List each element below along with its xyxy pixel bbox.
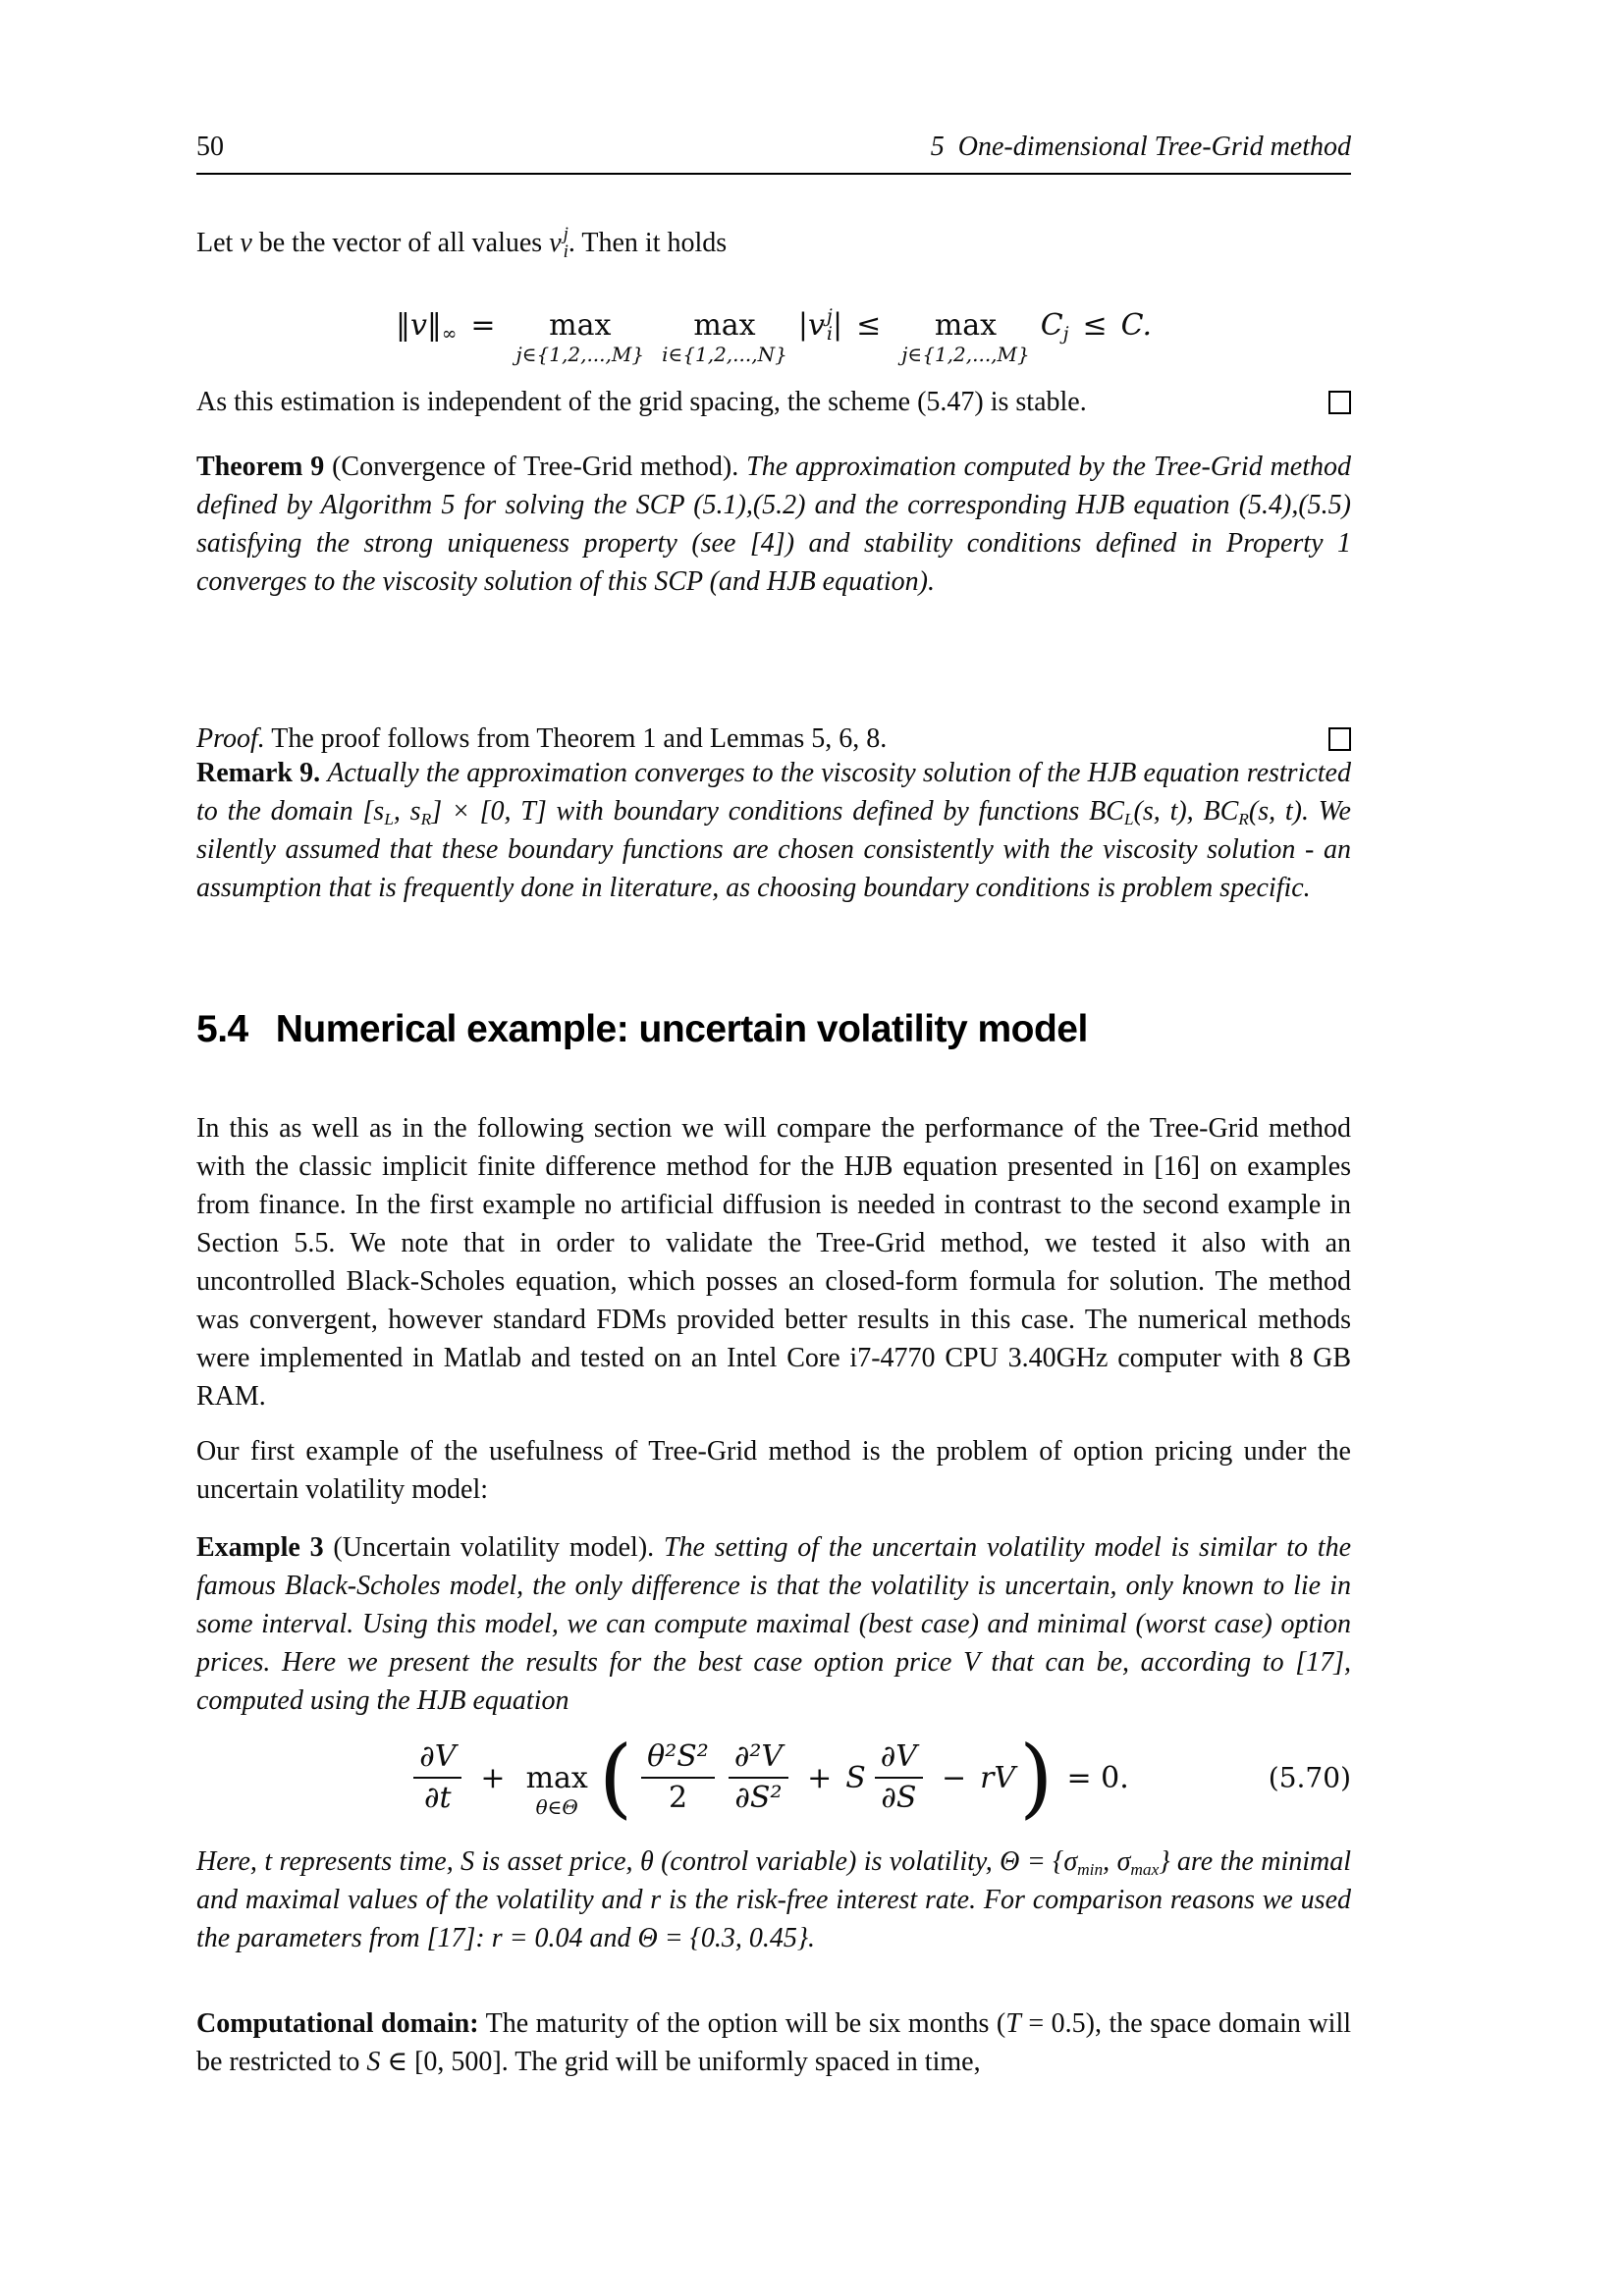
example-intro-paragraph: Our first example of the usefulness of Tree-Grid method is the problem of option pricing under the uncertain volatility model:: [196, 1436, 1351, 1505]
text-run: v: [240, 228, 252, 258]
constant-term: C.: [1120, 307, 1153, 343]
text-run: σ: [1116, 1846, 1131, 1877]
theorem-label: Theorem 9: [196, 452, 325, 482]
page-header: [196, 131, 1351, 164]
equals-zero: = 0.: [1066, 1760, 1129, 1795]
text-run: max: [1130, 1859, 1160, 1879]
hjb-equation: $\frac{\partial V}{\partial t}$ + max θ∈Θ ( $\frac{\text{θ²S²}}{2}$ $\frac{\text{∂²V}}{\text{∂S²}}$ + S $\frac{\partial V}{\partial S}$ − rV ) = 0. (5.70): [196, 1720, 1351, 1836]
section-title: Numerical example: uncertain volatility model: [275, 1008, 1088, 1050]
minus-sign: −: [941, 1760, 967, 1795]
text-run: ∈ [0, 500]. The grid will be uniformly spaced in time,: [380, 2047, 981, 2077]
stability-paragraph: [196, 383, 1351, 421]
text-run: v j i: [549, 223, 568, 262]
text-run: R: [1238, 809, 1249, 828]
text-run: } are the minimal and maximal values of the volatility and r is the risk-free interest rate. For comparison reasons we used the parameters from [17]: r = 0.04 and Θ = {0.3, 0.45}.: [196, 1846, 1351, 1953]
text-run: s: [373, 796, 385, 827]
max-operator: max i∈{1,2,...,N}: [662, 308, 787, 366]
text-run: be the vector of all values: [251, 228, 550, 258]
theorem-9-block: [196, 448, 1351, 601]
abs-value-term: | v j i |: [797, 305, 843, 345]
text-run: ,: [1103, 1846, 1117, 1877]
text-run: ,: [393, 796, 410, 827]
max-operator: max j∈{1,2,...,M}: [901, 308, 1030, 366]
computational-domain-label: Computational domain:: [196, 2008, 479, 2039]
qed-box: [1328, 727, 1351, 751]
page-number: 50: [196, 132, 224, 162]
norm-lhs: $‖v‖_\infty$: [395, 307, 458, 345]
diffusion-coeff-fraction: $\frac{\text{θ²S²}}{2}$: [641, 1742, 715, 1813]
example-3-block: [196, 1528, 1351, 1720]
text-run: (s, t), BC: [1133, 796, 1239, 827]
text-run: The maturity of the option will be six months (: [478, 2008, 1006, 2039]
proof-body: The proof follows from Theorem 1 and Lemmas 5, 6, 8.: [264, 723, 888, 754]
equation-number: (5.70): [1268, 1761, 1351, 1794]
parameters-paragraph: [196, 1842, 1351, 1957]
text-run: (s, t). We silently assumed that these boundary functions are chosen consistently with the viscosity solution - an assumption that is frequently done in literature, as choosing boundary conditions is problem specific.: [196, 796, 1351, 903]
text-run: = 0.5), the space domain will be restricted to: [196, 2008, 1351, 2077]
computational-domain-paragraph: [196, 2004, 1351, 2081]
section-heading: [196, 1005, 1088, 1054]
text-run: R: [420, 809, 432, 828]
example-body: The setting of the uncertain volatility model is similar to the famous Black-Scholes model, the only difference is that the volatility is uncertain, only known to lie in some interval. Using this model, we can compute maximal (best case) and minimal (worst case) option prices. Here we present the results for the best case option price V that can be, according to [17], computed using the HJB equation: [196, 1532, 1352, 1716]
second-derivative-fraction: $\frac{\text{∂²V}}{\text{∂S²}}$: [729, 1742, 788, 1813]
text-run: s: [409, 796, 421, 827]
theorem-title: (Convergence of Tree-Grid method).: [324, 452, 747, 482]
equals-sign: =: [470, 307, 496, 343]
text-run: L: [1123, 809, 1134, 828]
text-run: ] × [0, T] with boundary conditions defined by functions BC: [431, 796, 1124, 827]
max-operator: max j∈{1,2,...,M}: [515, 308, 645, 366]
time-derivative-fraction: $\frac{\partial V}{\partial t}$: [413, 1742, 461, 1813]
leq-sign: ≤: [1082, 307, 1108, 343]
theorem-body: The approximation computed by the Tree-Grid method defined by Algorithm 5 for solving the SCP (5.1),(5.2) and the corresponding HJB equation (5.4),(5.5) satisfying the strong uniqueness property (see [4]) and stability conditions defined in Property 1 converges to the viscosity solution of this SCP (and HJB equation).: [196, 452, 1351, 597]
text-run: Actually the approximation converges to the viscosity solution of the HJB equation restricted to the domain [: [196, 758, 1351, 827]
plus-sign: +: [807, 1760, 833, 1795]
asset-price-var: S: [845, 1760, 866, 1795]
text-run: S: [366, 2047, 381, 2077]
section-number: 5.4: [196, 1008, 248, 1050]
plus-sign: +: [480, 1760, 506, 1795]
text-run: min: [1077, 1859, 1104, 1879]
text-run: Let: [196, 228, 241, 258]
leq-sign: ≤: [856, 307, 882, 343]
text-run: σ: [1063, 1846, 1078, 1877]
remark-9-block: [196, 754, 1351, 907]
proof-label: Proof.: [196, 723, 265, 754]
text-run: . Then it holds: [568, 228, 728, 258]
max-operator: max θ∈Θ: [525, 1761, 588, 1819]
example-label: Example 3: [196, 1532, 324, 1563]
remark-label: Remark 9.: [196, 758, 328, 788]
text-column: [196, 0, 1351, 2296]
bound-term: $C_j$: [1040, 307, 1069, 345]
intro-paragraph: [196, 224, 1351, 262]
first-derivative-fraction: $\frac{\partial V}{\partial S}$: [875, 1742, 923, 1813]
text-run: T: [1005, 2008, 1021, 2039]
header-rule: [196, 173, 1351, 175]
running-header: 5 One-dimensional Tree-Grid method: [930, 132, 1351, 162]
proof-block: [196, 720, 1351, 758]
norm-inequality-equation: [196, 279, 1351, 371]
discount-term: rV: [980, 1760, 1016, 1795]
stability-text: As this estimation is independent of the grid spacing, the scheme (5.47) is stable.: [196, 387, 1087, 417]
remark-body: [196, 758, 1351, 903]
example-title: (Uncertain volatility model).: [323, 1532, 664, 1563]
qed-box: [1328, 391, 1351, 414]
text-run: Here, t represents time, S is asset price, θ (control variable) is volatility, Θ = {: [196, 1846, 1064, 1877]
text-run: L: [384, 809, 394, 828]
comparison-paragraph: In this as well as in the following section we will compare the performance of the Tree-Grid method with the classic implicit finite difference method for the HJB equation presented in [16] on examples from finance. In the first example no artificial diffusion is needed in contrast to the second example in Section 5.5. We note that in order to validate the Tree-Grid method, we tested it also with an uncontrolled Black-Scholes equation, which posses an closed-form formula for solution. The method was convergent, however standard FDMs provided better results in this case. The numerical methods were implemented in Matlab and tested on an Intel Core i7-4770 CPU 3.40GHz computer with 8 GB RAM.: [196, 1113, 1351, 1412]
